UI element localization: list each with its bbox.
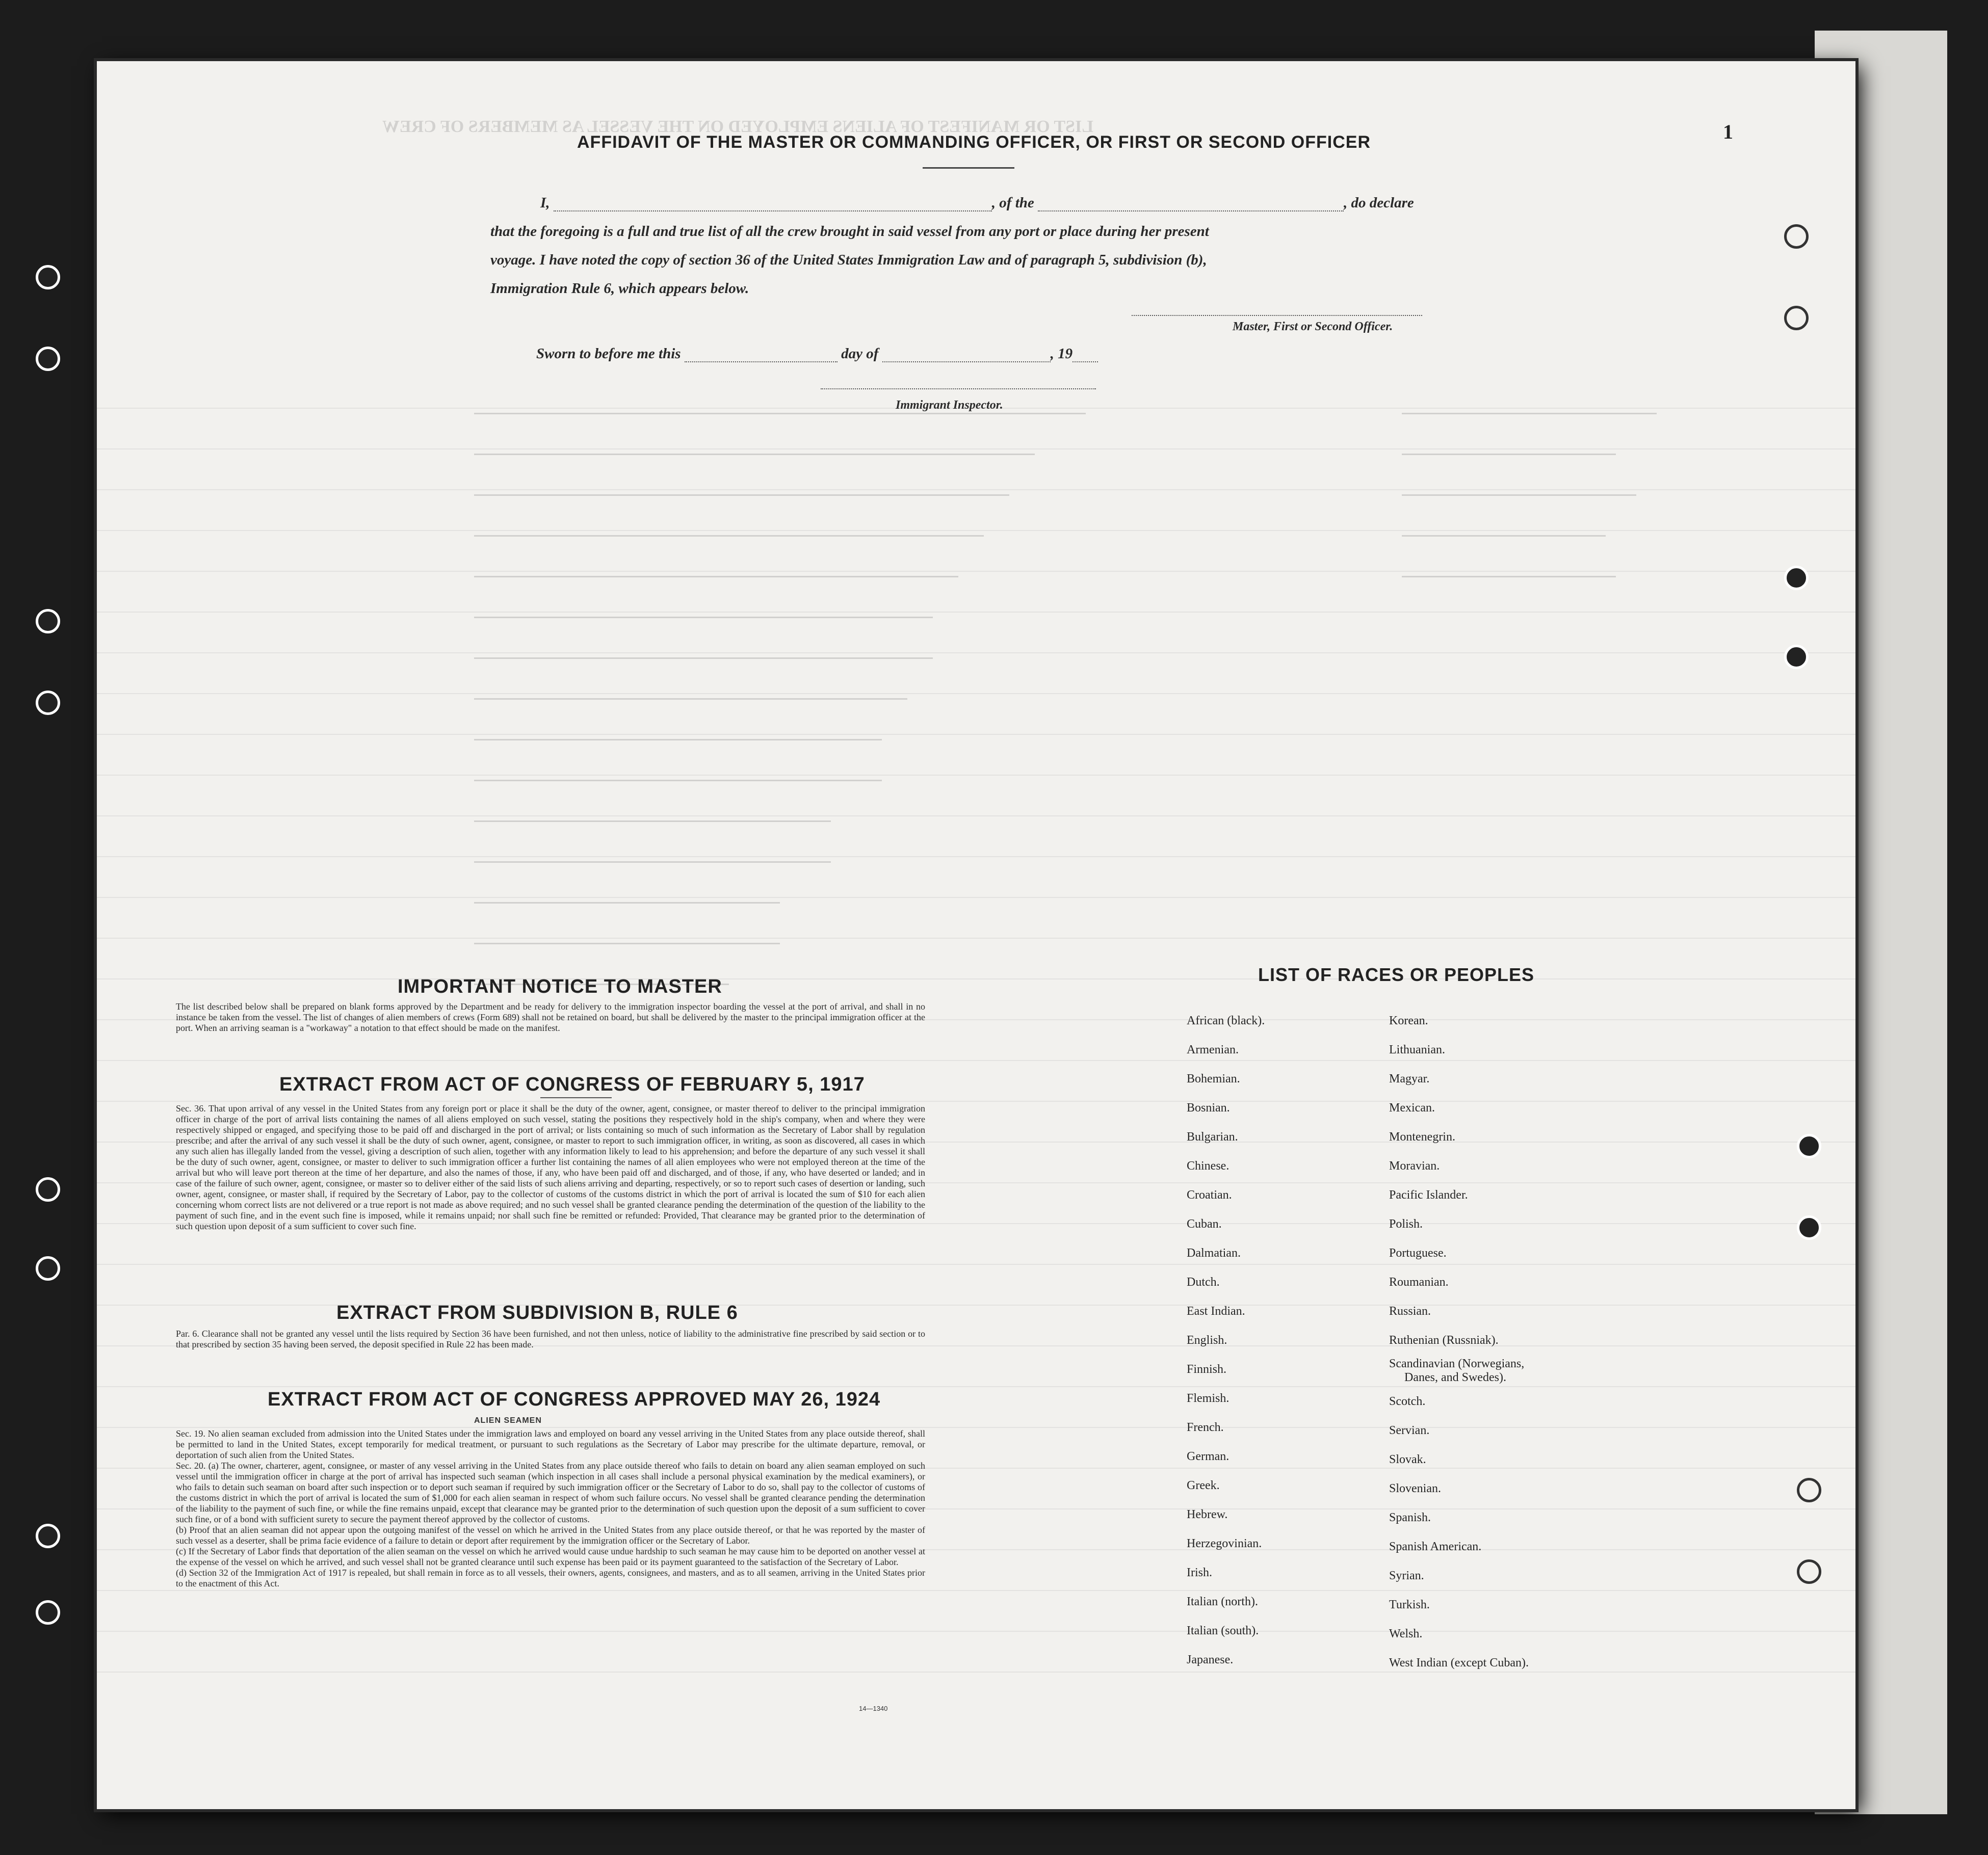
- binder-hole: [36, 1600, 60, 1625]
- race-item: Dalmatian.: [1187, 1247, 1241, 1260]
- extract-1917-underline: [540, 1097, 612, 1098]
- affidavit-line-4: Immigration Rule 6, which appears below.: [490, 280, 749, 297]
- binder-hole: [1797, 1134, 1821, 1158]
- extract-1924-subtitle: ALIEN SEAMEN: [474, 1416, 542, 1425]
- race-item: Spanish.: [1389, 1511, 1431, 1524]
- binder-hole: [36, 609, 60, 633]
- affidavit-line-2: that the foregoing is a full and true list of all the crew brought in said vessel from any port or place during her present: [490, 223, 1209, 240]
- race-item: Bohemian.: [1187, 1072, 1240, 1085]
- manifest-back-page: [97, 61, 1855, 1809]
- rule6-text: Par. 6. Clearance shall not be granted any vessel until the lists required by Section 36 have been furnished, and not then unless, notice of liability to the administrative fine prescribed by said section or to that prescribed by section 35 having been served, the deposit specified in Rule 22 has been made.: [176, 1329, 925, 1349]
- race-item: Italian (north).: [1187, 1595, 1258, 1608]
- race-item: Greek.: [1187, 1479, 1220, 1492]
- ghost-heading: LIST OR MANIFEST OF ALIENS EMPLOYED ON THE VESSEL AS MEMBERS OF CREW: [382, 117, 1093, 136]
- affidavit-title: AFFIDAVIT OF THE MASTER OR COMMANDING OFFICER, OR FIRST OR SECOND OFFICER: [577, 132, 1371, 152]
- binder-hole: [1797, 1559, 1821, 1584]
- race-item: Hebrew.: [1187, 1508, 1228, 1521]
- binder-hole: [36, 265, 60, 289]
- race-item: Polish.: [1389, 1217, 1423, 1231]
- race-item: Montenegrin.: [1389, 1130, 1455, 1144]
- race-item: Turkish.: [1389, 1598, 1430, 1611]
- races-title: LIST OF RACES OR PEOPLES: [1258, 964, 1535, 985]
- race-item: Italian (south).: [1187, 1624, 1259, 1637]
- binder-hole: [36, 1524, 60, 1548]
- race-item: Mexican.: [1389, 1101, 1435, 1115]
- race-item: Spanish American.: [1389, 1540, 1482, 1553]
- rule6-title: EXTRACT FROM SUBDIVISION B, RULE 6: [336, 1302, 738, 1323]
- binder-hole: [36, 347, 60, 371]
- race-item: Korean.: [1389, 1014, 1428, 1027]
- sec-20d-text: (d) Section 32 of the Immigration Act of 1917 is repealed, but shall remain in force as to all vessels, their owners, agents, consignees, and masters, and as to all seamen, arriving in the United States prior to the enactment of this Act.: [176, 1568, 925, 1588]
- race-item: Finnish.: [1187, 1363, 1227, 1376]
- extract-1917-text: Sec. 36. That upon arrival of any vessel in the United States from any foreign port or place it shall be the duty of the owner, agent, consignee, or master thereof to deliver to the principal immigration officer in charge of the port of arrival lists containing the names of all aliens employed on such vessel, stating the positions they respectively hold in the ship's company, when and where they were respectively shipped or engaged, and specifying those to be paid off and discharged in the port of arrival; or lists containing so much of such information as the Secretary of Labor shall by regulation prescribe; and after the arrival of any such vessel it shall be the duty of such owner, agent, consignee, or master to report to such immigration officer, in writing, as soon as discovered, all cases in which any such alien has illegally landed from the vessel, giving a description of such alien, together with any information likely to lead to his apprehension; and before the departure of any such vessel it shall be the duty of such owner, agent, consignee, or master to deliver to such immigration officer a further list containing the names of all alien employees who were not employed thereon at the time of the arrival but who will leave port thereon at the time of her departure, and also the names of those, if any, who have been paid off and discharged, and of those, if any, who have deserted or landed; and in case of the failure of such owner, agent, consignee, or master so to deliver either of the said lists of such aliens arriving and departing, respectively, or so to report such cases of desertion or landing, such owner, agent, consignee, or master shall, if required by the Secretary of Labor, pay to the collector of customs of the customs district in which the port of arrival is located the sum of $10 for each alien concerning whom correct lists are not delivered or a true report is not made as above required; and no such vessel shall be granted clearance pending the determination of the question of the liability to the payment of such fine, and in the event such fine is imposed, while it remains unpaid; nor shall such fine be remitted or refunded: Provided, That clearance may be granted prior to the determination of such question upon deposit of a sum sufficient to cover such fine.: [176, 1103, 925, 1231]
- race-item: German.: [1187, 1450, 1230, 1463]
- race-item: Cuban.: [1187, 1217, 1222, 1231]
- race-item: Lithuanian.: [1389, 1043, 1445, 1056]
- affidavit-underline: [923, 167, 1014, 169]
- race-item: Scotch.: [1389, 1395, 1426, 1408]
- inspector-caption: Immigrant Inspector.: [896, 399, 1003, 412]
- race-item: Portuguese.: [1389, 1247, 1447, 1260]
- binder-hole: [36, 1256, 60, 1281]
- affidavit-line-1: I, , of the , do declare: [540, 195, 1414, 211]
- sec-20c-text: (c) If the Secretary of Labor finds that deportation of the alien seaman on the vessel on which he arrived would cause undue hardship to such seaman he may cause him to be deported on another vessel at the expense of the vessel on which he arrived, and such vessel shall not be granted clearance until such expense has been paid or its payment guaranteed to the satisfaction of the Secretary of Labor.: [176, 1546, 925, 1567]
- extract-1924-body: [176, 1428, 925, 1589]
- master-caption: Master, First or Second Officer.: [1233, 320, 1393, 333]
- inspector-signature-line[interactable]: [821, 388, 1096, 389]
- race-item: West Indian (except Cuban).: [1389, 1656, 1529, 1670]
- race-item: Croatian.: [1187, 1188, 1232, 1202]
- binder-hole: [36, 1177, 60, 1202]
- binder-hole: [1784, 224, 1809, 249]
- binder-hole: [36, 691, 60, 715]
- vessel-name-field[interactable]: [1038, 199, 1344, 211]
- race-item: Dutch.: [1187, 1276, 1220, 1289]
- notice-title: IMPORTANT NOTICE TO MASTER: [398, 976, 722, 997]
- sec-20a-text: Sec. 20. (a) The owner, charterer, agent, consignee, or master of any vessel arriving in the United States from any place outside thereof who fails to detain on board any alien seaman employed on such vessel until the immigration officer in charge at the port of arrival has inspected such seaman (which inspection in all cases shall include a personal physical examination by the medical examiners), or who fails to detain such seaman on board after such inspection or to deport such seaman if required by such immigration officer or the Secretary of Labor to do so, shall pay to the collector of customs of the customs district in which the port of arrival is located the sum of $1,000 for each alien seaman in respect of whom such failure occurs. No vessel shall be granted clearance pending the determination of the liability to the payment of such fine, or while the fine remains unpaid, except that clearance may be granted prior to the determination of such question upon the deposit of a sum sufficient to cover such fine, or of a bond with sufficient surety to secure the payment thereof approved by the collector of customs.: [176, 1461, 925, 1524]
- race-item: Ruthenian (Russniak).: [1389, 1334, 1499, 1347]
- race-item: English.: [1187, 1334, 1227, 1347]
- race-item: African (black).: [1187, 1014, 1265, 1027]
- race-item: Japanese.: [1187, 1653, 1234, 1666]
- race-item: French.: [1187, 1421, 1224, 1434]
- sworn-month-field[interactable]: [882, 350, 1051, 362]
- binder-hole: [1797, 1478, 1821, 1502]
- master-signature-line[interactable]: [1132, 315, 1422, 316]
- race-item: Flemish.: [1187, 1392, 1230, 1405]
- extract-1917-title: EXTRACT FROM ACT OF CONGRESS OF FEBRUARY 5, 1917: [279, 1074, 865, 1095]
- binder-hole: [1784, 645, 1809, 669]
- sworn-day-field[interactable]: [685, 350, 838, 362]
- race-item: Magyar.: [1389, 1072, 1430, 1085]
- race-item: Bulgarian.: [1187, 1130, 1238, 1144]
- sworn-line: Sworn to before me this day of , 19: [536, 346, 1098, 362]
- race-item: Armenian.: [1187, 1043, 1239, 1056]
- sec-20b-text: (b) Proof that an alien seaman did not appear upon the outgoing manifest of the vessel on which he arrived in the United States from any place outside thereof, or that he was reported by the master of such vessel as a deserter, shall be prima facie evidence of a failure to detain or deport after requirement by the immigration officer or the Secretary of Labor.: [176, 1525, 925, 1546]
- race-item: Slovenian.: [1389, 1482, 1441, 1495]
- race-item: East Indian.: [1187, 1305, 1245, 1318]
- race-item: Slovak.: [1389, 1453, 1426, 1466]
- race-item: Chinese.: [1187, 1159, 1230, 1173]
- race-item: Russian.: [1389, 1305, 1431, 1318]
- race-item: Scandinavian (Norwegians,: [1389, 1357, 1525, 1370]
- race-item: Herzegovinian.: [1187, 1537, 1262, 1550]
- race-item: Moravian.: [1389, 1159, 1440, 1173]
- sworn-year-field[interactable]: [1073, 350, 1098, 362]
- binder-hole: [1784, 306, 1809, 330]
- race-item: Pacific Islander.: [1389, 1188, 1468, 1202]
- race-item: Danes, and Swedes).: [1404, 1371, 1506, 1384]
- sec-19-text: Sec. 19. No alien seaman excluded from admission into the United States under the immigration laws and employed on board any vessel arriving in the United States from any place outside thereof, shall be permitted to land in the United States, except temporarily for medical treatment, or pursuant to such regulations as the Secretary of Labor may prescribe for the ultimate departure, removal, or deportation of such alien from the United States.: [176, 1428, 925, 1460]
- race-item: Roumanian.: [1389, 1276, 1449, 1289]
- race-item: Syrian.: [1389, 1569, 1424, 1582]
- page-number: 1: [1723, 120, 1733, 143]
- race-item: Bosnian.: [1187, 1101, 1230, 1115]
- binder-hole: [1797, 1215, 1821, 1240]
- binder-hole: [1784, 566, 1809, 590]
- form-code: 14—1340: [859, 1705, 888, 1712]
- extract-1924-title: EXTRACT FROM ACT OF CONGRESS APPROVED MAY 26, 1924: [268, 1389, 881, 1410]
- race-item: Welsh.: [1389, 1627, 1423, 1640]
- race-item: Irish.: [1187, 1566, 1212, 1579]
- notice-text: The list described below shall be prepared on blank forms approved by the Department and be ready for delivery to the immigration inspector boarding the vessel at the port of arrival, and shall in no instance be taken from the vessel. The list of changes of alien members of crews (Form 689) shall not be retained on board, but shall be delivered by the master to the principal immigration officer at the port. When an arriving seaman is a "workaway" a notation to that effect should be made on the manifest.: [176, 1001, 925, 1033]
- race-item: Servian.: [1389, 1424, 1430, 1437]
- declarant-name-field[interactable]: [554, 199, 992, 211]
- affidavit-line-3: voyage. I have noted the copy of section 36 of the United States Immigration Law and of paragraph 5, subdivision (b),: [490, 252, 1207, 268]
